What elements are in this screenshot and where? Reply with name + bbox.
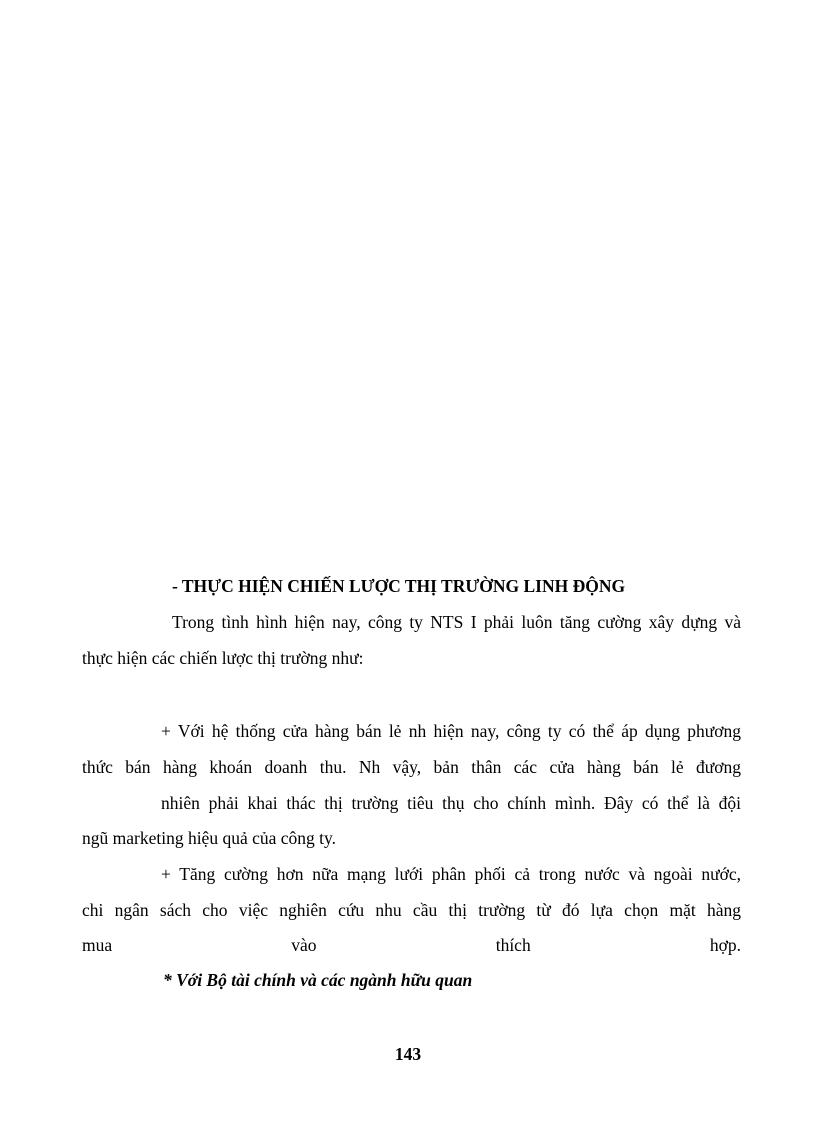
bullet-line: chi ngân sách cho việc nghiên cứu nhu cầu thị trường từ đó lựa chọn mặt hàng — [82, 900, 741, 920]
paragraph-line: Trong tình hình hiện nay, công ty NTS I phải luôn tăng cường xây dựng và — [172, 612, 741, 632]
bullet-line: + Tăng cường hơn nữa mạng lưới phân phối cả trong nước và ngoài nước, — [161, 864, 741, 884]
section-heading: - THỰC HIỆN CHIẾN LƯỢC THỊ TRƯỜNG LINH ĐỘNG — [172, 576, 626, 596]
bullet-line: mua vào thích hợp. — [82, 935, 741, 955]
subheading: * Với Bộ tài chính và các ngành hữu quan — [163, 970, 473, 990]
bullet-line: nhiên phải khai thác thị trường tiêu thụ cho chính mình. Đây có thể là đội — [161, 793, 741, 813]
bullet-line: + Với hệ thống cửa hàng bán lẻ nh hiện nay, công ty có thể áp dụng phương — [161, 721, 741, 741]
bullet-line: thức bán hàng khoán doanh thu. Nh vậy, bản thân các cửa hàng bán lẻ đương — [82, 757, 741, 777]
bullet-line: ngũ marketing hiệu quả của công ty. — [82, 828, 336, 848]
paragraph-line: thực hiện các chiến lược thị trường như: — [82, 648, 364, 668]
page-number: 143 — [394, 1044, 422, 1064]
